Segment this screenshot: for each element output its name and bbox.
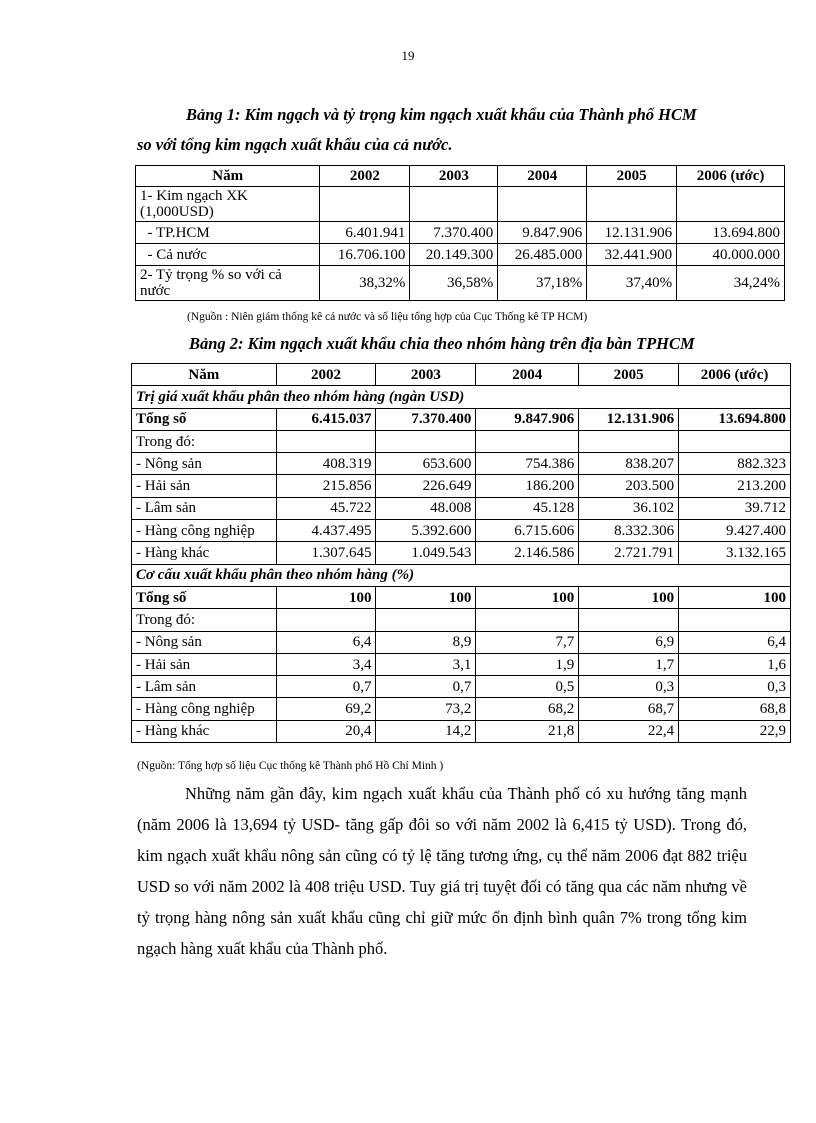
table1-cell: 16.706.100 (320, 244, 410, 266)
table2-cell: 22,4 (579, 720, 679, 742)
table2-cell: 226.649 (376, 475, 476, 497)
table2-cell: 6,9 (579, 631, 679, 653)
table2-cell: 6.415.037 (276, 408, 376, 430)
table2-cell: 3,4 (276, 653, 376, 675)
table1-header-row (136, 166, 785, 187)
table2-cell (579, 609, 679, 631)
table2-row (132, 497, 791, 519)
table2-cell: 68,2 (476, 698, 579, 720)
table2-cell: 39.712 (679, 497, 791, 519)
table2-cell (679, 430, 791, 452)
table2-section-header (132, 386, 791, 408)
table2-cell: 9.847.906 (476, 408, 579, 430)
table2-header-cell: 2004 (476, 364, 579, 386)
table1-cell: 34,24% (677, 266, 785, 301)
table2-cell: 186.200 (476, 475, 579, 497)
table1-caption-line2: so với tổng kim ngạch xuất khẩu của cả nước. (137, 135, 453, 154)
table2-cell: 4.437.495 (276, 520, 376, 542)
table2-cell (276, 430, 376, 452)
table2-row-label: Trong đó: (132, 430, 277, 452)
table1-body (136, 166, 785, 301)
table2-cell: 213.200 (679, 475, 791, 497)
table1-header-cell: 2006 (ước) (677, 166, 785, 187)
table2-cell: 1.049.543 (376, 542, 476, 564)
table2-row-label: - Hải sản (132, 475, 277, 497)
table2-cell: 2.721.791 (579, 542, 679, 564)
table2-row (132, 430, 791, 452)
table1-header-cell: 2002 (320, 166, 410, 187)
table2-cell: 68,7 (579, 698, 679, 720)
table2-cell: 100 (679, 586, 791, 608)
table2-row-label: - Lâm sản (132, 497, 277, 519)
table2-cell: 1,9 (476, 653, 579, 675)
table2-cell (376, 430, 476, 452)
table2-cell: 6,4 (679, 631, 791, 653)
table2-row-label: - Nông sản (132, 631, 277, 653)
table2-cell: 68,8 (679, 698, 791, 720)
table2-header-cell: 2002 (276, 364, 376, 386)
table2-cell: 1.307.645 (276, 542, 376, 564)
table1-row-label: 2- Tỷ trọng % so với cả nước (136, 266, 320, 301)
table2-cell: 6.715.606 (476, 520, 579, 542)
table1-row (136, 244, 785, 266)
table2-cell: 8,9 (376, 631, 476, 653)
table2-cell: 20,4 (276, 720, 376, 742)
table2-cell (476, 430, 579, 452)
table1-row-label: - Cả nước (136, 244, 320, 266)
table2-cell: 7,7 (476, 631, 579, 653)
table1-cell: 37,18% (498, 266, 587, 301)
table1-header-cell: 2005 (587, 166, 677, 187)
table2-cell: 12.131.906 (579, 408, 679, 430)
table2-section-header (132, 564, 791, 586)
table2-cell: 48.008 (376, 497, 476, 519)
table2-cell: 100 (579, 586, 679, 608)
table2-row-label: Tổng số (132, 586, 277, 608)
table2-cell: 653.600 (376, 453, 476, 475)
table2-cell: 21,8 (476, 720, 579, 742)
table2-row-label: Tổng số (132, 408, 277, 430)
table2-cell: 45.128 (476, 497, 579, 519)
table2-cell: 754.386 (476, 453, 579, 475)
table2-cell: 8.332.306 (579, 520, 679, 542)
table2-row (132, 453, 791, 475)
table1-row (136, 187, 785, 222)
table2-cell: 408.319 (276, 453, 376, 475)
table2-cell: 9.427.400 (679, 520, 791, 542)
table1-header-cell: 2004 (498, 166, 587, 187)
table2-cell: 45.722 (276, 497, 376, 519)
table2-cell: 215.856 (276, 475, 376, 497)
table2-cell: 0,7 (276, 676, 376, 698)
table1-header-cell: Năm (136, 166, 320, 187)
table2-caption: Bảng 2: Kim ngạch xuất khẩu chia theo nhóm hàng trên địa bàn TPHCM (189, 334, 695, 353)
table2-cell (476, 609, 579, 631)
table2-row-label: - Hàng khác (132, 720, 277, 742)
table2-cell: 36.102 (579, 497, 679, 519)
table1-row (136, 222, 785, 244)
table2-cell: 1,7 (579, 653, 679, 675)
table2-header-cell: 2006 (ước) (679, 364, 791, 386)
table2-row (132, 720, 791, 742)
table1-cell: 6.401.941 (320, 222, 410, 244)
table1-cell: 32.441.900 (587, 244, 677, 266)
table2-cell: 3,1 (376, 653, 476, 675)
table2-row (132, 653, 791, 675)
table1-cell: 7.370.400 (410, 222, 498, 244)
table2-header-cell: Năm (132, 364, 277, 386)
table2-cell: 5.392.600 (376, 520, 476, 542)
table2-cell: 100 (376, 586, 476, 608)
table2-cell: 6,4 (276, 631, 376, 653)
table2-source-note: (Nguồn: Tổng hợp số liệu Cục thống kê Thành phố Hồ Chí Minh ) (137, 760, 444, 772)
table2-export-by-group (131, 363, 791, 743)
table2-row-label: - Hàng công nghiệp (132, 698, 277, 720)
table2-row-label: - Nông sản (132, 453, 277, 475)
table2-cell (376, 609, 476, 631)
table2-cell: 203.500 (579, 475, 679, 497)
table1-row (136, 266, 785, 301)
table2-cell: 1,6 (679, 653, 791, 675)
table2-cell: 0,3 (579, 676, 679, 698)
table2-row (132, 586, 791, 608)
table2-row-label: Trong đó: (132, 609, 277, 631)
page-number: 19 (401, 48, 415, 63)
table2-row (132, 475, 791, 497)
table2-header-cell: 2005 (579, 364, 679, 386)
table2-cell: 0,7 (376, 676, 476, 698)
table1-caption-line1: Bảng 1: Kim ngạch và tỷ trọng kim ngạch xuất khẩu của Thành phố HCM (186, 105, 697, 124)
table2-cell: 838.207 (579, 453, 679, 475)
table2-row (132, 542, 791, 564)
table2-cell: 100 (276, 586, 376, 608)
table2-cell (276, 609, 376, 631)
table2-cell: 100 (476, 586, 579, 608)
table2-cell: 882.323 (679, 453, 791, 475)
table2-row-label: - Hàng khác (132, 542, 277, 564)
table2-cell: 14,2 (376, 720, 476, 742)
table1-cell: 40.000.000 (677, 244, 785, 266)
table1-export-turnover (135, 165, 785, 301)
table2-row-label: - Lâm sản (132, 676, 277, 698)
table2-header-cell: 2003 (376, 364, 476, 386)
table2-row-label: - Hải sản (132, 653, 277, 675)
table2-body (132, 364, 791, 743)
table1-cell: 36,58% (410, 266, 498, 301)
table2-row (132, 631, 791, 653)
table1-source-note: (Nguồn : Niên giám thống kê cả nước và số liệu tổng hợp của Cục Thống kê TP HCM) (187, 311, 588, 323)
table2-section-title: Cơ cấu xuất khẩu phân theo nhóm hàng (%) (132, 564, 791, 586)
table2-row (132, 520, 791, 542)
table2-cell: 22,9 (679, 720, 791, 742)
table2-cell: 3.132.165 (679, 542, 791, 564)
table2-cell (679, 609, 791, 631)
table2-cell: 13.694.800 (679, 408, 791, 430)
table2-cell: 69,2 (276, 698, 376, 720)
table2-cell: 0,3 (679, 676, 791, 698)
table2-row (132, 408, 791, 430)
table2-cell: 2.146.586 (476, 542, 579, 564)
table1-cell: 26.485.000 (498, 244, 587, 266)
table1-cell: 13.694.800 (677, 222, 785, 244)
table1-cell: 37,40% (587, 266, 677, 301)
table1-cell: 20.149.300 (410, 244, 498, 266)
table2-cell: 7.370.400 (376, 408, 476, 430)
table2-cell (579, 430, 679, 452)
table2-row (132, 609, 791, 631)
body-paragraph: Những năm gần đây, kim ngạch xuất khẩu của Thành phố có xu hướng tăng mạnh (năm 2006 là 13,694 tỷ USD- tăng gấp đôi so với năm 2002 là 6,415 tỷ USD). Trong đó, kim ngạch xuất khẩu nông sản cũng có tỷ lệ tăng tương ứng, cụ thể năm 2006 đạt 882 triệu USD so với năm 2002 là 408 triệu USD. Tuy giá trị tuyệt đối có tăng qua các năm nhưng về tỷ trọng hàng nông sản xuất khẩu cũng chỉ giữ mức ổn định bình quân 7% trong tổng kim ngạch hàng xuất khẩu của Thành phố. (137, 784, 747, 958)
table1-cell: 38,32% (320, 266, 410, 301)
table2-row (132, 698, 791, 720)
table1-row-label: - TP.HCM (136, 222, 320, 244)
table1-cell: 12.131.906 (587, 222, 677, 244)
table1-cell: 9.847.906 (498, 222, 587, 244)
table1-header-cell: 2003 (410, 166, 498, 187)
table2-cell: 0,5 (476, 676, 579, 698)
table2-cell: 73,2 (376, 698, 476, 720)
table2-section-title: Trị giá xuất khẩu phân theo nhóm hàng (ngàn USD) (132, 386, 791, 408)
table1-row-label: 1- Kim ngạch XK (1,000USD) (136, 187, 320, 222)
table2-row-label: - Hàng công nghiệp (132, 520, 277, 542)
table2-row (132, 676, 791, 698)
table2-header-row (132, 364, 791, 386)
